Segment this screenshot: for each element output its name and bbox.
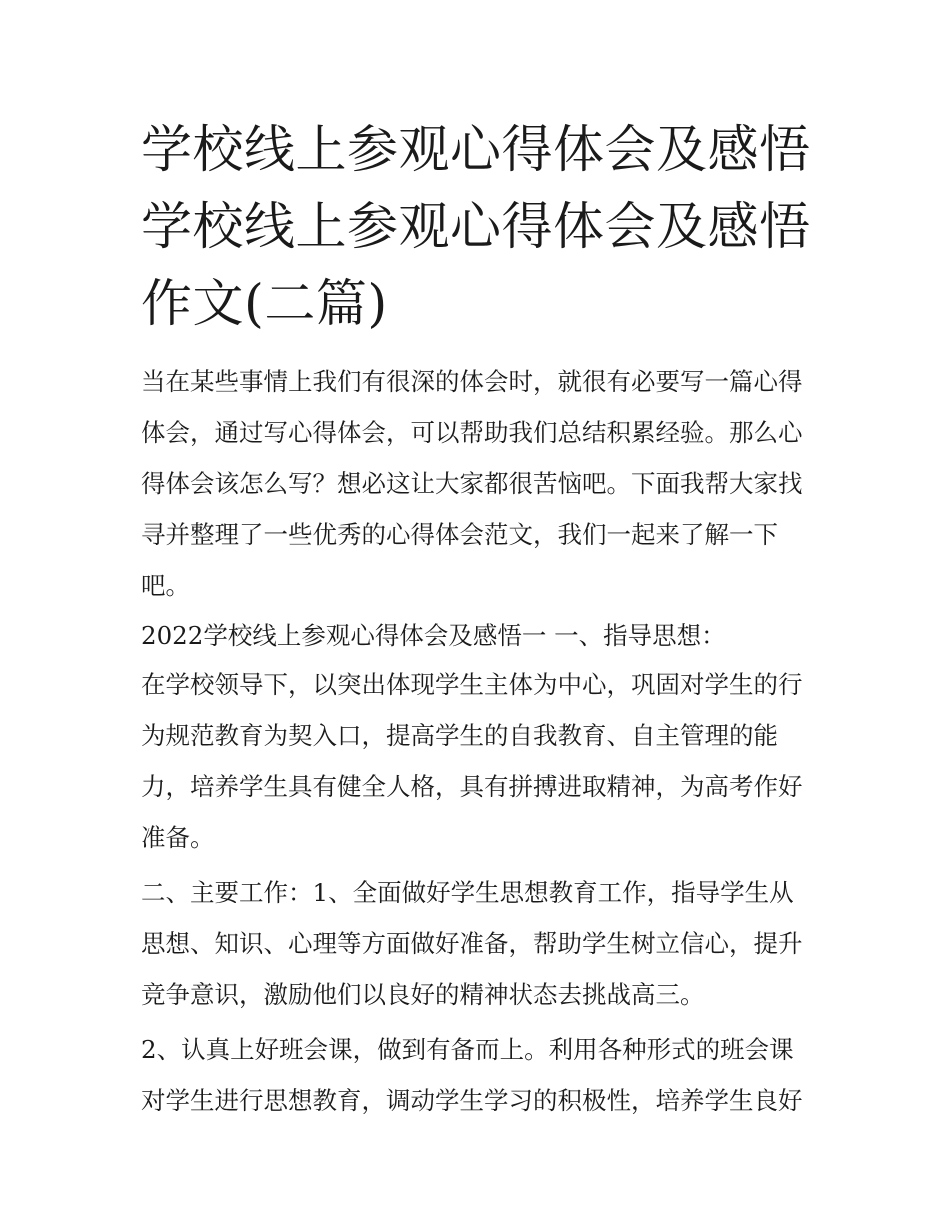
document-title bbox=[141, 112, 821, 343]
text-line: 当在某些事情上我们有很深的体会时，就很有必要写一篇心得 bbox=[141, 367, 803, 396]
text-line: 得体会该怎么写？想必这让大家都很苦恼吧。下面我帮大家找 bbox=[141, 469, 803, 498]
text-line: 力，培养学生具有健全人格，具有拼搏进取精神，为高考作好 bbox=[141, 772, 803, 801]
main-work-paragraph bbox=[141, 867, 821, 1020]
guiding-thought-paragraph bbox=[141, 659, 821, 863]
text-line: 吧。 bbox=[141, 571, 190, 600]
title-line: 作文(二篇) bbox=[141, 275, 388, 334]
text-line: 2、认真上好班会课，做到有备而上。利用各种形式的班会课 bbox=[141, 1035, 794, 1064]
text-line: 为规范教育为契入口，提高学生的自我教育、自主管理的能 bbox=[141, 721, 778, 750]
text-line: 对学生进行思想教育，调动学生学习的积极性，培养学生良好 bbox=[141, 1086, 803, 1115]
document-body bbox=[141, 356, 821, 1126]
text-line: 竞争意识，激励他们以良好的精神状态去挑战高三。 bbox=[141, 980, 705, 1009]
text-line: 寻并整理了一些优秀的心得体会范文，我们一起来了解一下 bbox=[141, 520, 778, 549]
text-line: 在学校领导下，以突出体现学生主体为中心，巩固对学生的行 bbox=[141, 670, 803, 699]
text-line: 思想、知识、心理等方面做好准备，帮助学生树立信心，提升 bbox=[141, 929, 803, 958]
text-line: 准备。 bbox=[141, 823, 215, 852]
title-line: 学校线上参观心得体会及感悟 bbox=[141, 198, 811, 257]
class-meeting-paragraph bbox=[141, 1024, 821, 1126]
intro-paragraph bbox=[141, 356, 821, 611]
title-line: 学校线上参观心得体会及感悟 bbox=[141, 121, 811, 180]
section-heading: 2022学校线上参观心得体会及感悟一 一、指导思想： bbox=[141, 621, 726, 650]
text-line: 体会，通过写心得体会，可以帮助我们总结积累经验。那么心 bbox=[141, 418, 803, 447]
text-line: 二、主要工作：1、全面做好学生思想教育工作，指导学生从 bbox=[141, 878, 794, 907]
